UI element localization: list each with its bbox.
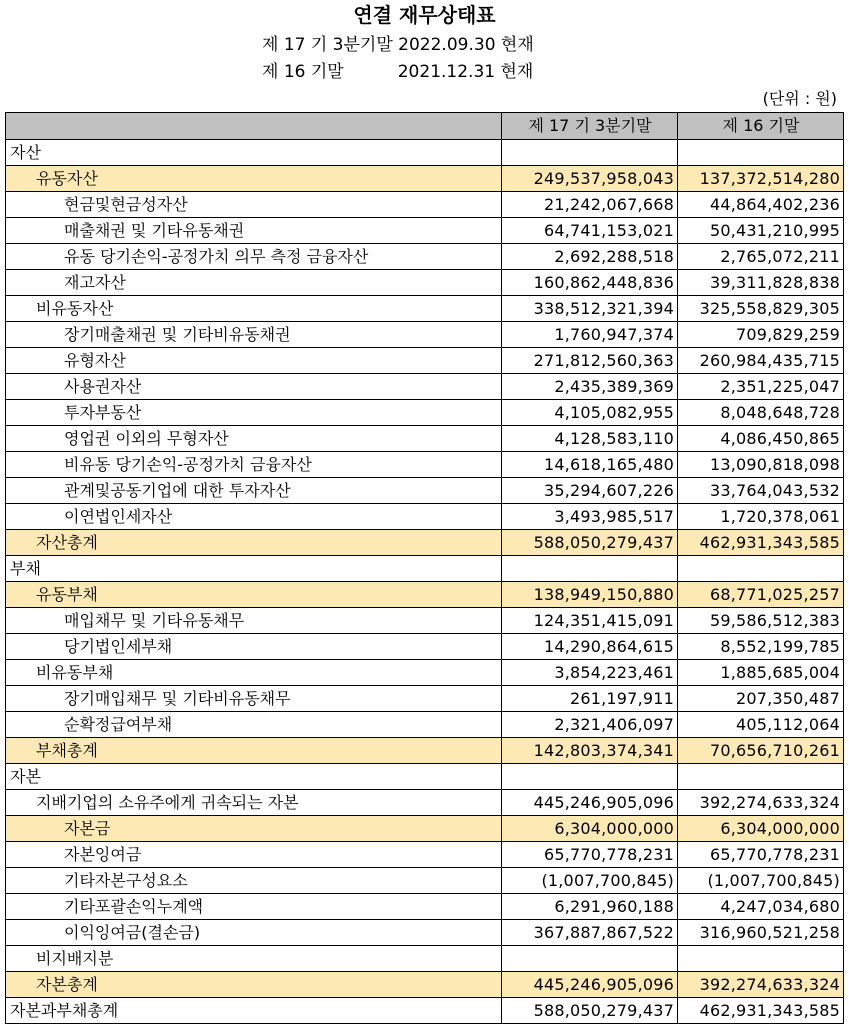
table-row — [6, 712, 844, 738]
current-period-value-cell: 3,854,223,461 — [502, 660, 678, 686]
account-name-cell: 자본과부채총계 — [6, 998, 502, 1024]
account-name-cell: 재고자산 — [6, 270, 502, 296]
current-period-value-cell: 2,435,389,369 — [502, 374, 678, 400]
table-row — [6, 192, 844, 218]
table-row — [6, 738, 844, 764]
table-row — [6, 244, 844, 270]
account-name-cell: 순확정급여부채 — [6, 712, 502, 738]
table-row — [6, 764, 844, 790]
table-row — [6, 998, 844, 1024]
prior-period-value-cell: (1,007,700,845) — [678, 868, 844, 894]
prior-period-value-cell — [678, 946, 844, 972]
current-period-value-cell: 14,618,165,480 — [502, 452, 678, 478]
current-period-value-cell: 1,760,947,374 — [502, 322, 678, 348]
table-row — [6, 660, 844, 686]
prior-period-value-cell: 50,431,210,995 — [678, 218, 844, 244]
current-period-value-cell: 14,290,864,615 — [502, 634, 678, 660]
table-row — [6, 270, 844, 296]
table-row — [6, 478, 844, 504]
table-row — [6, 842, 844, 868]
prior-period-value-cell: 2,351,225,047 — [678, 374, 844, 400]
current-period-value-cell: 445,246,905,096 — [502, 972, 678, 998]
account-name-cell: 영업권 이외의 무형자산 — [6, 426, 502, 452]
prior-period-value-cell: 13,090,818,098 — [678, 452, 844, 478]
prior-period-value-cell: 316,960,521,258 — [678, 920, 844, 946]
table-row — [6, 582, 844, 608]
current-period-value-cell: 249,537,958,043 — [502, 166, 678, 192]
prior-period-value-cell: 44,864,402,236 — [678, 192, 844, 218]
table-row — [6, 946, 844, 972]
prior-period-value-cell: 39,311,828,838 — [678, 270, 844, 296]
prior-period-value-cell: 4,086,450,865 — [678, 426, 844, 452]
current-period-value-cell: 160,862,448,836 — [502, 270, 678, 296]
current-period-value-cell — [502, 140, 678, 166]
table-row — [6, 816, 844, 842]
current-period-value-cell: 271,812,560,363 — [502, 348, 678, 374]
account-name-cell: 이연법인세자산 — [6, 504, 502, 530]
account-name-cell: 유동자산 — [6, 166, 502, 192]
account-name-cell: 투자부동산 — [6, 400, 502, 426]
table-row — [6, 322, 844, 348]
table-row — [6, 140, 844, 166]
account-name-cell: 매입채무 및 기타유동채무 — [6, 608, 502, 634]
account-name-cell: 유동부채 — [6, 582, 502, 608]
table-row — [6, 166, 844, 192]
table-row — [6, 868, 844, 894]
current-period-value-cell: 261,197,911 — [502, 686, 678, 712]
prior-period-value-cell: 1,885,685,004 — [678, 660, 844, 686]
account-name-cell: 기타포괄손익누계액 — [6, 894, 502, 920]
current-period-label: 제 17 기 3분기말 2022.09.30 현재 — [262, 35, 534, 55]
current-period-value-cell: 588,050,279,437 — [502, 998, 678, 1024]
account-name-cell: 자본잉여금 — [6, 842, 502, 868]
prior-period-value-cell: 68,771,025,257 — [678, 582, 844, 608]
prior-period-value-cell: 462,931,343,585 — [678, 530, 844, 556]
prior-period-value-cell: 33,764,043,532 — [678, 478, 844, 504]
prior-period-value-cell — [678, 556, 844, 582]
table-row — [6, 218, 844, 244]
current-period-value-cell: (1,007,700,845) — [502, 868, 678, 894]
account-name-cell: 부채총계 — [6, 738, 502, 764]
table-row — [6, 374, 844, 400]
unit-label: (단위 : 원) — [762, 89, 837, 108]
account-name-cell: 관계및공동기업에 대한 투자자산 — [6, 478, 502, 504]
current-period-value-cell: 3,493,985,517 — [502, 504, 678, 530]
prior-period-value-cell: 462,931,343,585 — [678, 998, 844, 1024]
current-period-value-cell: 138,949,150,880 — [502, 582, 678, 608]
current-period-value-cell: 588,050,279,437 — [502, 530, 678, 556]
table-row — [6, 530, 844, 556]
prior-period-value-cell: 8,048,648,728 — [678, 400, 844, 426]
prior-period-value-cell: 2,765,072,211 — [678, 244, 844, 270]
balance-sheet-table — [5, 112, 844, 1024]
current-period-value-cell — [502, 946, 678, 972]
account-name-cell: 이익잉여금(결손금) — [6, 920, 502, 946]
current-period-value-cell: 124,351,415,091 — [502, 608, 678, 634]
prior-period-value-cell: 70,656,710,261 — [678, 738, 844, 764]
account-name-cell: 비지배지분 — [6, 946, 502, 972]
prior-period-value-cell: 207,350,487 — [678, 686, 844, 712]
account-name-cell: 당기법인세부채 — [6, 634, 502, 660]
current-period-value-cell: 142,803,374,341 — [502, 738, 678, 764]
account-name-cell: 장기매출채권 및 기타비유동채권 — [6, 322, 502, 348]
table-row — [6, 894, 844, 920]
table-row — [6, 400, 844, 426]
account-name-cell: 현금및현금성자산 — [6, 192, 502, 218]
prior-period-value-cell: 1,720,378,061 — [678, 504, 844, 530]
account-name-cell: 부채 — [6, 556, 502, 582]
prior-period-value-cell: 392,274,633,324 — [678, 972, 844, 998]
prior-period-value-cell — [678, 764, 844, 790]
prior-period-value-cell: 392,274,633,324 — [678, 790, 844, 816]
current-period-value-cell: 64,741,153,021 — [502, 218, 678, 244]
current-period-value-cell: 65,770,778,231 — [502, 842, 678, 868]
prior-period-value-cell: 59,586,512,383 — [678, 608, 844, 634]
prior-period-value-cell: 65,770,778,231 — [678, 842, 844, 868]
account-name-cell: 유동 당기손익-공정가치 의무 측정 금융자산 — [6, 244, 502, 270]
prior-period-value-cell: 260,984,435,715 — [678, 348, 844, 374]
account-name-cell: 비유동부채 — [6, 660, 502, 686]
prior-period-value-cell — [678, 140, 844, 166]
account-name-cell: 자본 — [6, 764, 502, 790]
header-cell-current-period: 제 17 기 3분기말 — [502, 113, 678, 140]
account-name-cell: 지배기업의 소유주에게 귀속되는 자본 — [6, 790, 502, 816]
account-name-cell: 매출채권 및 기타유동채권 — [6, 218, 502, 244]
current-period-value-cell: 4,128,583,110 — [502, 426, 678, 452]
prior-period-value-cell: 709,829,259 — [678, 322, 844, 348]
account-name-cell: 비유동자산 — [6, 296, 502, 322]
table-row — [6, 972, 844, 998]
table-row — [6, 634, 844, 660]
prior-period-value-cell: 137,372,514,280 — [678, 166, 844, 192]
table-row — [6, 504, 844, 530]
account-name-cell: 비유동 당기손익-공정가치 금융자산 — [6, 452, 502, 478]
account-name-cell: 사용권자산 — [6, 374, 502, 400]
current-period-value-cell: 6,291,960,188 — [502, 894, 678, 920]
table-row — [6, 608, 844, 634]
header-cell-account — [6, 113, 502, 140]
prior-period-value-cell: 6,304,000,000 — [678, 816, 844, 842]
prior-period-value-cell: 405,112,064 — [678, 712, 844, 738]
prior-period-value-cell: 325,558,829,305 — [678, 296, 844, 322]
statement-title: 연결 재무상태표 — [353, 3, 496, 27]
account-name-cell: 자본금 — [6, 816, 502, 842]
table-row — [6, 348, 844, 374]
table-body — [6, 140, 844, 1024]
table-header-row — [6, 113, 844, 140]
current-period-value-cell: 21,242,067,668 — [502, 192, 678, 218]
current-period-value-cell: 6,304,000,000 — [502, 816, 678, 842]
account-name-cell: 자산 — [6, 140, 502, 166]
account-name-cell: 자본총계 — [6, 972, 502, 998]
table-row — [6, 426, 844, 452]
current-period-value-cell: 338,512,321,394 — [502, 296, 678, 322]
current-period-value-cell: 2,692,288,518 — [502, 244, 678, 270]
current-period-value-cell: 35,294,607,226 — [502, 478, 678, 504]
table-row — [6, 556, 844, 582]
table-row — [6, 452, 844, 478]
prior-period-value-cell: 4,247,034,680 — [678, 894, 844, 920]
current-period-value-cell: 2,321,406,097 — [502, 712, 678, 738]
current-period-value-cell — [502, 556, 678, 582]
current-period-value-cell — [502, 764, 678, 790]
current-period-value-cell: 445,246,905,096 — [502, 790, 678, 816]
current-period-value-cell: 4,105,082,955 — [502, 400, 678, 426]
prior-period-label: 제 16 기말 2021.12.31 현재 — [262, 62, 534, 82]
account-name-cell: 기타자본구성요소 — [6, 868, 502, 894]
account-name-cell: 장기매입채무 및 기타비유동채무 — [6, 686, 502, 712]
table-row — [6, 790, 844, 816]
prior-period-value-cell: 8,552,199,785 — [678, 634, 844, 660]
header-cell-prior-period: 제 16 기말 — [678, 113, 844, 140]
table-row — [6, 296, 844, 322]
account-name-cell: 자산총계 — [6, 530, 502, 556]
table-row — [6, 686, 844, 712]
account-name-cell: 유형자산 — [6, 348, 502, 374]
table-row — [6, 920, 844, 946]
current-period-value-cell: 367,887,867,522 — [502, 920, 678, 946]
